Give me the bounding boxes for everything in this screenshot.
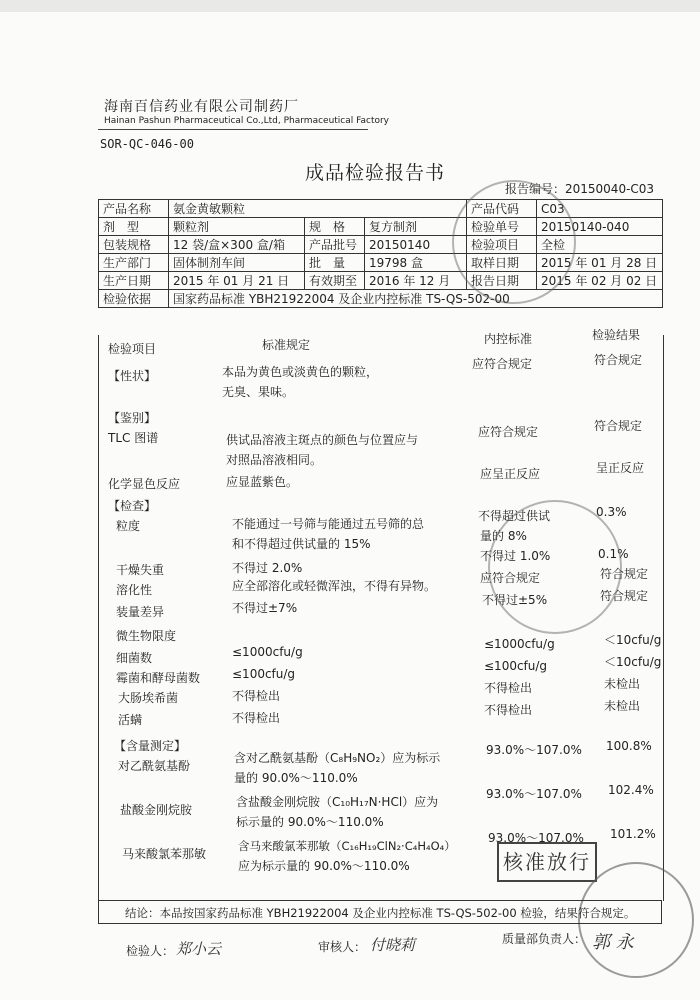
- internal-standard-text: 不得检出: [484, 703, 533, 717]
- section-heading: 【含量测定】: [114, 739, 187, 753]
- test-item-name: 大肠埃希菌: [118, 691, 179, 705]
- form-label: 剂 型: [99, 218, 169, 236]
- info-row: [99, 254, 663, 272]
- dept-label: 生产部门: [99, 254, 169, 272]
- standard-text: 应显蓝紫色。: [226, 475, 299, 489]
- scan-edge: [0, 0, 700, 12]
- standard-text: 含对乙酰氨基酚（C₈H₉NO₂）应为标示: [234, 751, 441, 765]
- standard-text: 应为标示量的 90.0%～110.0%: [238, 859, 410, 873]
- qty-label: 批 量: [305, 254, 365, 272]
- standard-text: 对照品溶液相同。: [226, 453, 323, 467]
- form-value: 颗粒剂: [169, 218, 305, 236]
- product-name-label: 产品名称: [99, 200, 169, 218]
- report-date-label: 报告日期: [467, 272, 537, 290]
- header-divider: [98, 129, 368, 130]
- internal-standard-text: 应符合规定: [478, 425, 539, 439]
- standard-text: 标示量的 90.0%～110.0%: [236, 815, 384, 829]
- sample-date-value: 2015 年 01 月 28 日: [537, 254, 663, 272]
- basis-label: 检验依据: [99, 290, 169, 308]
- result-text: 符合规定: [594, 353, 643, 367]
- company-name-en: Hainan Pashun Pharmaceutical Co.,Ltd, Pharmaceutical Factory: [104, 116, 390, 126]
- internal-standard-text: 应符合规定: [472, 357, 533, 371]
- result-text: 符合规定: [594, 419, 643, 433]
- sample-date-label: 取样日期: [467, 254, 537, 272]
- test-no-value: 20150140-040: [537, 218, 663, 236]
- standard-text: ≤1000cfu/g: [232, 645, 303, 659]
- spec-value: 复方制剂: [365, 218, 467, 236]
- result-text: 未检出: [604, 699, 641, 713]
- test-item-name: 细菌数: [116, 651, 153, 665]
- dept-value: 固体制剂车间: [169, 254, 305, 272]
- expiry-label: 有效期至: [305, 272, 365, 290]
- qa-label: 质量部负责人：: [502, 932, 587, 946]
- result-text: 102.4%: [608, 783, 654, 797]
- column-header-standard: 标准规定: [262, 338, 311, 352]
- internal-standard-text: ≤100cfu/g: [484, 659, 548, 673]
- column-header-item: 检验项目: [108, 342, 157, 356]
- internal-standard-text: 不得检出: [484, 681, 533, 695]
- test-item-name: 活螨: [118, 713, 143, 727]
- release-stamp: 核准放行: [497, 842, 597, 882]
- quality-seal-middle: [488, 500, 622, 634]
- standard-text: 本品为黄色或淡黄色的颗粒，: [222, 365, 379, 379]
- result-text: 0.3%: [596, 505, 627, 519]
- standard-text: 不能通过一号筛与能通过五号筛的总: [232, 517, 425, 531]
- conclusion: 结论：本品按国家药品标准 YBH21922004 及企业内控标准 TS-QS-502-00 检验，结果符合规定。: [98, 900, 662, 924]
- standard-text: 不得过 2.0%: [232, 561, 303, 575]
- standard-text: 不得过±7%: [232, 601, 298, 615]
- prod-date-label: 生产日期: [99, 272, 169, 290]
- standard-text: 供试品溶液主斑点的颜色与位置应与: [226, 433, 419, 447]
- internal-standard-text: 93.0%～107.0%: [488, 831, 584, 845]
- package-value: 12 袋/盒×300 盒/箱: [169, 236, 305, 254]
- test-item-name: 对乙酰氨基酚: [118, 759, 191, 773]
- internal-standard-text: 不得过 1.0%: [480, 549, 551, 563]
- section-heading: 【性状】: [108, 369, 157, 383]
- qa-signature: 郭 永: [592, 932, 634, 953]
- product-code-label: 产品代码: [467, 200, 537, 218]
- report-date-value: 2015 年 02 月 02 日: [537, 272, 663, 290]
- result-text: 未检出: [604, 677, 641, 691]
- inspector-label: 检验人：: [126, 944, 175, 958]
- expiry-value: 2016 年 12 月: [365, 272, 467, 290]
- inspector-signature: 郑小云: [176, 940, 222, 958]
- result-text: 符合规定: [600, 567, 649, 581]
- result-text: 100.8%: [606, 739, 652, 753]
- internal-standard-text: 量的 8%: [480, 529, 527, 543]
- standard-text: 不得检出: [232, 711, 281, 725]
- test-item-name: 粒度: [116, 519, 141, 533]
- info-row: [99, 218, 663, 236]
- test-item-name: 微生物限度: [116, 629, 177, 643]
- batch-value: 20150140: [365, 236, 467, 254]
- test-no-label: 检验单号: [467, 218, 537, 236]
- test-item-name: 溶化性: [116, 583, 153, 597]
- package-label: 包装规格: [99, 236, 169, 254]
- document-code: SOR-QC-046-00: [100, 137, 194, 151]
- standard-text: 量的 90.0%～110.0%: [234, 771, 358, 785]
- test-item-name: 干燥失重: [116, 563, 165, 577]
- standard-text: 含马来酸氯苯那敏（C₁₆H₁₉ClN₂·C₄H₄O₄）: [238, 839, 456, 853]
- internal-standard-text: 应符合规定: [480, 571, 541, 585]
- reviewer-label: 审核人：: [318, 940, 367, 954]
- result-text: 101.2%: [610, 827, 656, 841]
- standard-text: ≤100cfu/g: [232, 667, 296, 681]
- result-text: 0.1%: [598, 547, 629, 561]
- test-item-name: 盐酸金刚烷胺: [120, 803, 193, 817]
- internal-standard-text: 不得超过供试: [478, 509, 551, 523]
- info-row: [99, 200, 663, 218]
- test-item-name: TLC 图谱: [108, 431, 159, 445]
- internal-standard-text: ≤1000cfu/g: [484, 637, 555, 651]
- standard-text: 不得检出: [232, 689, 281, 703]
- internal-standard-text: 93.0%～107.0%: [486, 743, 582, 757]
- test-items-value: 全检: [537, 236, 663, 254]
- standard-text: 无臭、果味。: [222, 385, 295, 399]
- product-name-value: 氨金黄敏颗粒: [169, 200, 467, 218]
- standard-text: 应全部溶化或轻微浑浊，不得有异物。: [232, 579, 437, 593]
- section-heading: 【检查】: [108, 499, 157, 513]
- internal-standard-text: 不得过±5%: [482, 593, 548, 607]
- result-text: ＜10cfu/g: [604, 655, 662, 669]
- info-row: [99, 290, 663, 308]
- report-number: 报告编号：20150040-C03: [505, 182, 655, 196]
- basis-value: 国家药品标准 YBH21922004 及企业内控标准 TS-QS-502-00: [169, 290, 663, 308]
- spec-label: 规 格: [305, 218, 365, 236]
- prod-date-value: 2015 年 01 月 21 日: [169, 272, 305, 290]
- test-items-label: 检验项目: [467, 236, 537, 254]
- result-text: 呈正反应: [596, 461, 645, 475]
- qty-value: 19798 盒: [365, 254, 467, 272]
- internal-standard-text: 应呈正反应: [480, 467, 541, 481]
- info-row: [99, 272, 663, 290]
- result-text: 符合规定: [600, 589, 649, 603]
- internal-standard-text: 93.0%～107.0%: [486, 787, 582, 801]
- reviewer-signature: 付晓莉: [370, 936, 416, 954]
- column-header-internal: 内控标准: [484, 332, 533, 346]
- quality-seal-top: [452, 180, 576, 304]
- result-text: ＜10cfu/g: [604, 633, 662, 647]
- test-item-name: 霉菌和酵母菌数: [116, 671, 201, 685]
- section-heading: 【鉴别】: [108, 411, 157, 425]
- product-code-value: C03: [537, 200, 663, 218]
- report-title: 成品检验报告书: [305, 162, 446, 184]
- test-item-name: 化学显色反应: [108, 477, 181, 491]
- info-row: [99, 236, 663, 254]
- test-item-name: 装量差异: [116, 605, 165, 619]
- product-info-table: [98, 199, 663, 308]
- batch-label: 产品批号: [305, 236, 365, 254]
- column-header-result: 检验结果: [592, 328, 641, 342]
- standard-text: 含盐酸金刚烷胺（C₁₀H₁₇N·HCl）应为: [236, 795, 439, 809]
- test-item-name: 马来酸氯苯那敏: [122, 847, 207, 861]
- company-name-cn: 海南百信药业有限公司制药厂: [104, 99, 299, 115]
- standard-text: 和不得超过供试量的 15%: [232, 537, 371, 551]
